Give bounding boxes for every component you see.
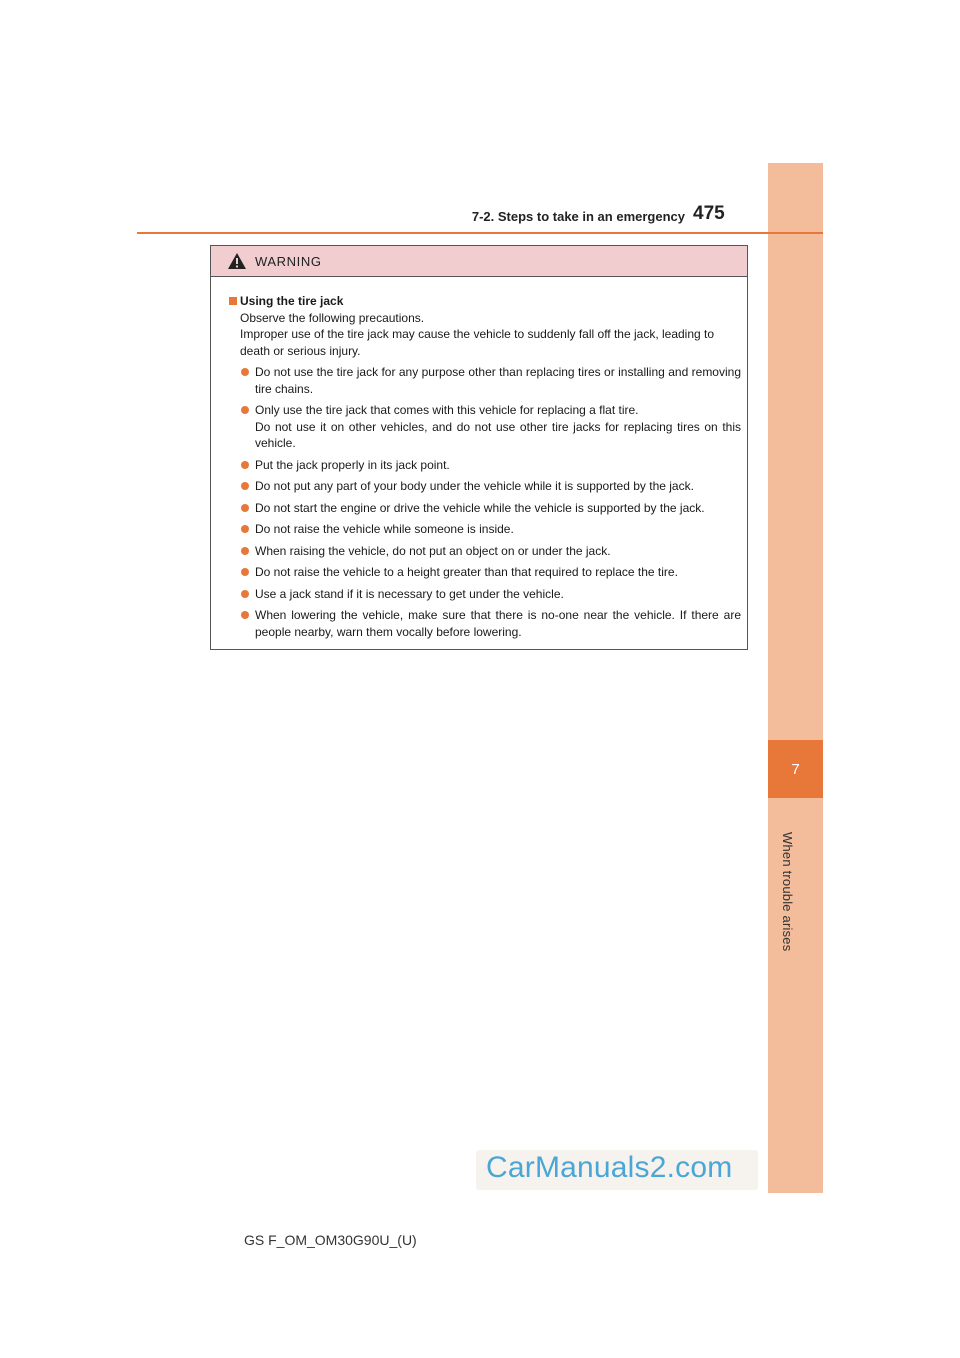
bullet-text: Do not use it on other vehicles, and do not use other tire jacks for replacing tires on this vehicle.: [255, 419, 741, 450]
intro-line: Observe the following precautions.: [240, 310, 425, 325]
bullet-text: When lowering the vehicle, make sure that there is no-one near the vehicle. If there are people nearby, warn them vocally before lowering.: [255, 608, 741, 639]
list-item: [240, 586, 741, 603]
bullet-icon: [241, 368, 249, 376]
subhead-text: Using the tire jack: [240, 294, 344, 308]
warning-body: [211, 277, 747, 640]
list-item: [240, 564, 741, 581]
bullet-icon: [241, 547, 249, 555]
warning-intro: [229, 310, 741, 360]
warning-header: [211, 246, 747, 277]
bullet-icon: [241, 504, 249, 512]
bullet-icon: [241, 590, 249, 598]
list-item: [240, 478, 741, 495]
warning-box: [210, 245, 748, 650]
list-item: [240, 521, 741, 538]
section-title: 7-2. Steps to take in an emergency: [471, 209, 685, 224]
page-number: 475: [693, 203, 725, 224]
square-bullet-icon: [229, 297, 237, 305]
side-tab: [768, 163, 823, 1193]
list-item: [240, 457, 741, 474]
warning-subhead: [229, 293, 741, 310]
bullet-text: Do not raise the vehicle to a height greater than that required to replace the tire.: [255, 565, 678, 579]
list-item: [240, 500, 741, 517]
list-item: [240, 402, 741, 452]
bullet-icon: [241, 525, 249, 533]
list-item: [240, 364, 741, 397]
warning-triangle-icon: [227, 252, 247, 270]
bullet-text: Do not use the tire jack for any purpose other than replacing tires or installing and removing tire chains.: [255, 365, 741, 396]
bullet-text: Put the jack properly in its jack point.: [255, 457, 450, 472]
intro-line: Improper use of the tire jack may cause the vehicle to suddenly fall off the jack, leading to death or serious injury.: [240, 327, 715, 358]
list-item: [240, 607, 741, 640]
document-code: GS F_OM_OM30G90U_(U): [244, 1232, 417, 1248]
bullet-text: Do not start the engine or drive the vehicle while the vehicle is supported by the jack.: [255, 500, 705, 515]
bullet-icon: [241, 611, 249, 619]
chapter-number: 7: [768, 740, 823, 798]
bullet-icon: [241, 461, 249, 469]
header-rule: [137, 232, 823, 234]
bullet-text: When raising the vehicle, do not put an object on or under the jack.: [255, 543, 611, 558]
chapter-label: When trouble arises: [780, 832, 795, 952]
bullet-text: Do not put any part of your body under the vehicle while it is supported by the jack.: [255, 479, 694, 493]
list-item: [240, 543, 741, 560]
warning-bullet-list: [229, 364, 741, 640]
bullet-text: Use a jack stand if it is necessary to get under the vehicle.: [255, 586, 564, 601]
bullet-text: Only use the tire jack that comes with this vehicle for replacing a flat tire.: [255, 403, 639, 417]
bullet-icon: [241, 406, 249, 414]
bullet-icon: [241, 482, 249, 490]
watermark-logo: CarManuals2.com: [486, 1151, 733, 1184]
bullet-icon: [241, 568, 249, 576]
warning-title: WARNING: [255, 253, 322, 269]
bullet-text: Do not raise the vehicle while someone is inside.: [255, 522, 514, 536]
